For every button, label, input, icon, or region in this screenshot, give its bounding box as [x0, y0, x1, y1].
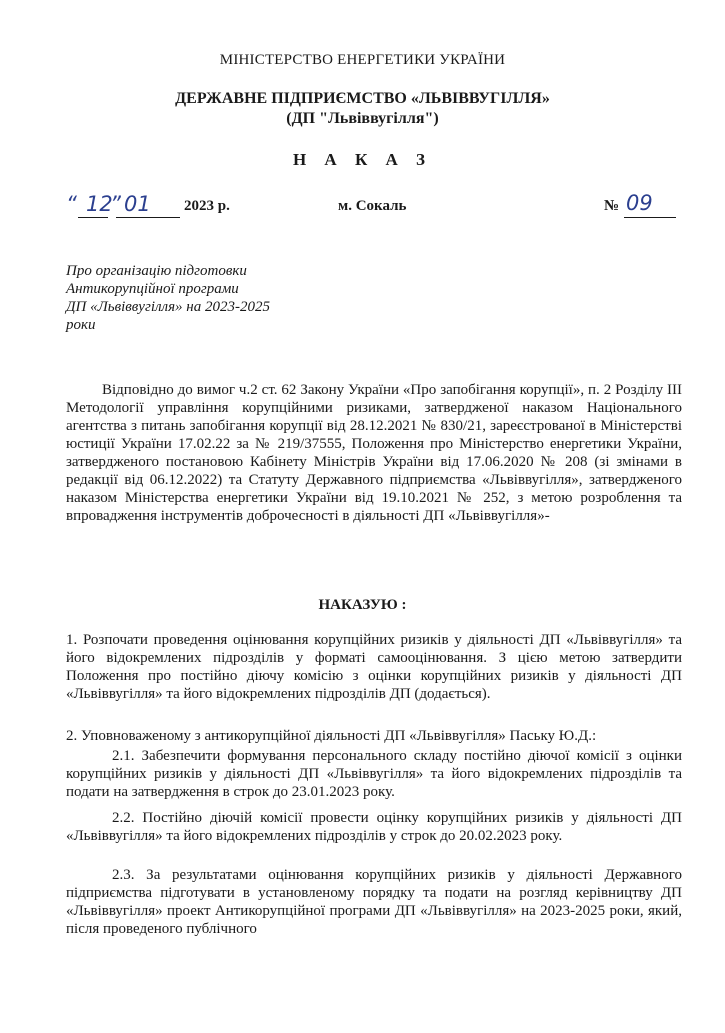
order-item-1: 1. Розпочати проведення оцінювання корупційних ризиків у діяльності ДП «Львіввугілля» та його відокремлених підрозділів у форматі самооцінювання. З цією метою затвердити Положення про постійно діючу комісію з оцінки корупційних ризиків у діяльності ДП «Львіввугілля» та його відокремлених підрозділів ДП (додається). [66, 632, 682, 702]
order-item-2-3: 2.3. За результатами оцінювання корупційних ризиків у діяльності Державного підприємства підготувати в установленому порядку та подати на розгляд керівництву ДП «Львіввугілля» проект Антикорупційної програми ДП «Львіввугілля» на 2023-2025 роки, який, після проведеного публічного [66, 867, 682, 937]
subject-line: Антикорупційної програми [66, 281, 239, 297]
order-heading: НАКАЗУЮ : [318, 597, 407, 613]
subject-line: роки [66, 317, 96, 333]
ministry-name: МІНІСТЕРСТВО ЕНЕРГЕТИКИ УКРАЇНИ [219, 52, 506, 68]
date-line [66, 191, 676, 228]
order-item-2: 2. Уповноваженому з антикорупційної діяльності ДП «Львіввугілля» Паську Ю.Д.: [66, 728, 597, 744]
number-label: № [604, 198, 620, 214]
enterprise-name: ДЕРЖАВНЕ ПІДПРИЄМСТВО «ЛЬВІВВУГІЛЛЯ» [175, 90, 550, 107]
subject-line: ДП «Львіввугілля» на 2023-2025 [66, 299, 270, 315]
number-underline [624, 217, 676, 218]
document-city: м. Сокаль [338, 198, 407, 214]
document-number-handwritten: 09 [626, 191, 653, 215]
document-subject [66, 262, 326, 334]
enterprise-short-name: (ДП "Львіввугілля") [286, 110, 439, 127]
document-type-title: Н А К А З [292, 150, 433, 169]
date-month-underline [116, 217, 180, 218]
date-day-underline [78, 217, 108, 218]
subject-line: Про організацію підготовки [66, 263, 247, 279]
date-year: 2023 р. [184, 198, 230, 214]
order-item-2-2: 2.2. Постійно діючій комісії провести оцінку корупційних ризиків у діяльності ДП «Львіввугілля» та його відокремлених підрозділів у строк до 20.02.2023 року. [66, 810, 682, 844]
date-month-handwritten: 01 [124, 192, 151, 216]
order-item-2-1: 2.1. Забезпечити формування персонального складу постійно діючої комісії з оцінки корупційних ризиків у діяльності ДП «Львіввугілля» та його відокремлених підрозділів та подати на затвердження в строк до 23.01.2023 року. [66, 748, 682, 800]
date-quote-open: “ [66, 192, 77, 216]
preamble-paragraph: Відповідно до вимог ч.2 ст. 62 Закону України «Про запобігання корупції», п. 2 Розділу ІІІ Методології управління корупційними ризиками, затвердженої наказом Національного агентства з питань запобігання корупції від 28.12.2021 № 830/21, зареєстрованої в Міністерстві юстиції України 17.02.22 за № 219/37555, Положення про Міністерство енергетики України, затвердженого постановою Кабінету Міністрів України від 17.06.2020 № 208 (зі змінами в редакції від 06.12.2022) та Статуту Державного підприємства «Львіввугілля», затвердженого наказом Міністерства енергетики України від 19.10.2021 № 252, з метою розроблення та впровадження інструментів доброчесності в діяльності ДП «Львіввугілля»- [66, 382, 682, 524]
date-quote-close: ” [110, 192, 121, 216]
date-day-handwritten: 12 [86, 192, 113, 216]
